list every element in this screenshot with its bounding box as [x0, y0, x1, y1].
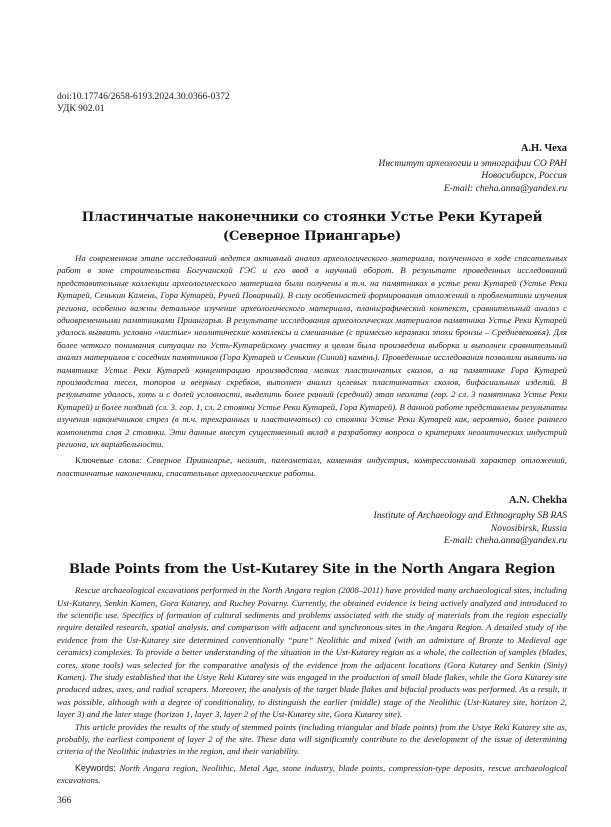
- email: E-mail: cheha.anna@yandex.ru: [443, 182, 567, 194]
- keywords-en: [57, 762, 567, 787]
- abstract-paragraph: This article provides the results of the study of stemmed points (including triangular and blade points) from the Ustye Reki Kutarey site as, probably, the earliest component of layer 2 of the site. These data will significantly contribute to the development of the issue of determining criteria of the Neolithic industries in the region, and their variability.: [57, 721, 567, 757]
- affiliation-en: [57, 510, 567, 547]
- institute: Institute of Archaeology and Ethnography SB RAS: [373, 510, 567, 522]
- article-identifiers: [57, 91, 567, 115]
- keywords-ru: [57, 454, 567, 479]
- city: Новосибирск, Россия: [481, 170, 567, 182]
- abstract-paragraph: На современном этапе исследований ведется активный анализ археологического материала, полученного в ходе спасательных работ в зоне строительства Богучанской ГЭС и его ввод в научный оборот. В результате проведенных исследований представительные коллекции археологического материала были получены в т.ч. на памятниках в устье реки Кутарей (Устье Реки Кутарей, Сенькин Камень, Гора Кутарей, Ручей Поварный). В силу особенностей формирования отложений и проблематики изучения региона, особенно важны детальное изучение археологического материала, планиграфический контекст, сравнительный анализ с одновременными памятниками Приангарья. В результате исследования археологических материалов памятника Устье Реки Кутарей удалось выявить условно «чистые» неолитические комплексы и смешанные (с примесью керамики эпохи бронзы – Средневековья). Для более четкого понимания ситуации по Усть-Кутарейскому участку в целом была произведена выборка и выполнен сравнительный анализ материалов с соседних памятников (Гора Кутарей и Сенькин (Синий) камень). Проведенные исследования позволили выявить на памятнике Устье Реки Кутарей концентрацию производства мелких пластинчатых сколов, а на памятнике Гора Кутарей производства тесел, топоров и веерных скребков, выполнен анализ целевых пластинчатых сколов, бифасиальных изделий. В результате удалось, хоть и с долей условности, выделить более ранний (средний) этап неолита (гор. 2 сл. 3 памятника Устье Реки Кутарей) и более поздний (сл. 3. гор. 1, сл. 2 стоянки Устье Реки Кутарей, Гора Кутарей). В данной работе представлены результаты изучения наконечников стрел (в т.ч. трехгранных и пластинчатых) со стоянки Устье Реки Кутарей как, вероятно, более раннего компонента слоя 2 стоянки. Эти данные внесут существенный вклад в разработку вопроса о критериях неолитических индустрий региона, их вариабельности.: [57, 252, 567, 449]
- author-en: A.N. Chekha: [508, 495, 567, 507]
- institute: Институт археологии и этнографии СО РАН: [378, 158, 567, 169]
- title-en: Blade Points from the Ust-Kutarey Site in the North Angara Region: [68, 562, 556, 578]
- affiliation-ru: [57, 158, 567, 195]
- abstract-ru: [57, 252, 567, 451]
- page-number: 366: [57, 794, 72, 806]
- title-line: Пластинчатые наконечники со стоянки Устье Реки Кутарей: [81, 209, 543, 225]
- title-ru: [57, 208, 567, 246]
- udk-code: УДК 902.01: [57, 103, 105, 114]
- email: E-mail: cheha.anna@yandex.ru: [443, 534, 567, 546]
- keywords-list: North Angara region, Neolithic, Metal Age, stone industry, blade points, compression-type deposits, rescue archaeological excavations.: [57, 762, 567, 786]
- author-ru: А.Н. Чеха: [520, 143, 567, 154]
- keywords-label: Ключевые слова:: [75, 455, 142, 466]
- keywords-list: Северное Приангарье, неолит, палеометалл, каменная индустрия, компрессионный характер отложений, пластинчатые наконечники, спасательные археологические работы.: [57, 455, 567, 478]
- doi: doi:10.17746/2658-6193.2024.30.0366-0372: [57, 91, 230, 102]
- title-line: (Северное Приангарье): [222, 228, 402, 244]
- city: Novosibirsk, Russia: [490, 522, 567, 534]
- abstract-en: [57, 584, 567, 758]
- abstract-paragraph: Rescue archaeological excavations performed in the North Angara region (2008–2011) have provided many archaeological sites, including Ust-Kutarey, Senkin Kamen, Gora Kutarey, and Ruchey Povarny. Currently, the obtained evidence is being actively analyzed and introduced to the scientific use. Specifics of formation of cultural sediments and problems associated with the study of materials from the region especially require detailed research, spatial analysis, and comparison with adjacent and synchronous sites in the Angara Region. A detailed study of the evidence from the Ust-Kutarey site determined conventionally “pure” Neolithic and mixed (with an admixture of Bronze to Medieval age ceramics) complexes. To provide a better understanding of the situation in the Ust-Kutarey region as a whole, the collection of samples (blades, cores, stone tools) was selected for the comparative analysis of the evidence from the adjacent locations (Gora Kutarey and Senkin (Siniy) Kamen). The study established that the Ustye Reki Kutarey site was engaged in the production of small blade flakes, while the Gora Kutarey site produced adzes, axes, and radial scrapers. Moreover, the analysis of the target blade flakes and bifacial products was performed. As a result, it was possible, although with a degree of conditionality, to distinguish the earlier (middle) stage of the Neolithic (Ust-Kutarey site, horizon 2, layer 3) and the later stage (horizon 1, layer 3, layer 2 of the Ust-Kutarey site, Gora Kutarey site).: [57, 585, 567, 720]
- keywords-label: Keywords:: [75, 762, 116, 773]
